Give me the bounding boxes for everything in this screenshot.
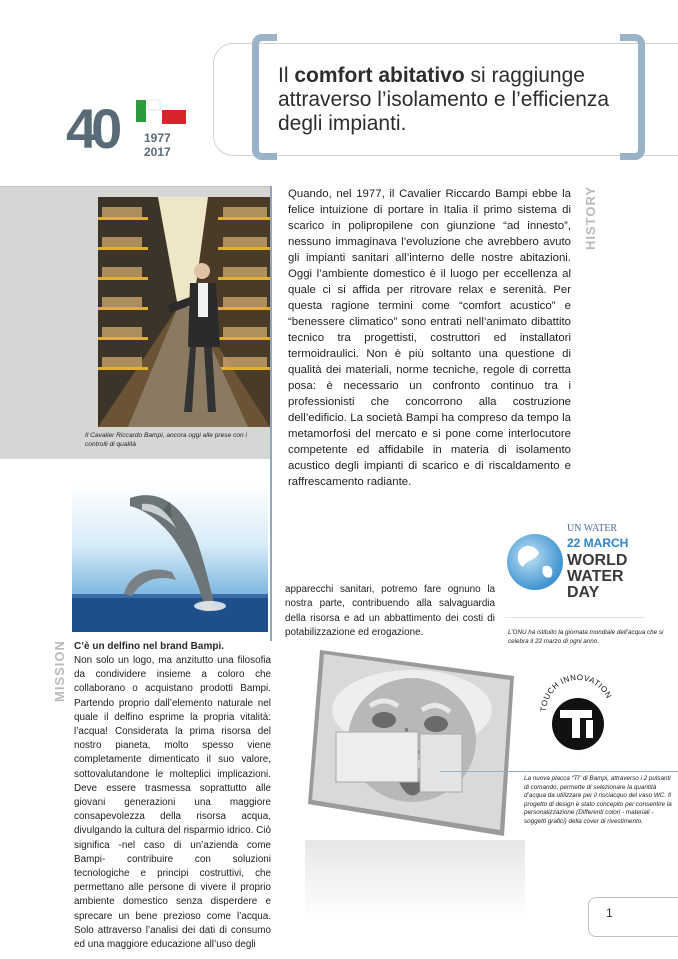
world-water-day-logo xyxy=(505,517,645,607)
touch-innovation-logo xyxy=(536,668,620,756)
mission-title: C’è un delfino nel brand Bampi. xyxy=(74,641,225,652)
mission-label xyxy=(50,632,68,704)
logo-green-mark xyxy=(136,100,146,122)
ti-caption: La nuova placca “Ti” di Bampi, attraverso i 2 pulsanti di comando, permette di selezionare la quantità d’acqua da utilizzare per il risciacquo del vaso WC. Il progetto di design è stato concepito per consentire la personalizzazione (Differenti colori - materiali - soggetti grafici) della cover di rivestimento. xyxy=(524,775,672,825)
headline-post: si raggiunge attraverso l’isolamento e l’efficienza degli impianti. xyxy=(278,64,610,135)
history-label xyxy=(580,186,600,252)
bracket-right-shape xyxy=(620,34,645,160)
page-number: 1 xyxy=(606,906,613,920)
divider-line xyxy=(440,771,678,772)
ti-plate-photo xyxy=(300,640,524,845)
headline-pre: Il xyxy=(278,64,295,87)
divider-line xyxy=(0,186,270,187)
wwd-caption: L’ONU ha istituito la giornata mondiale dell’acqua che si celebra il 22 marzo di ogni anno. xyxy=(508,629,664,645)
mission-continued: apparecchi sanitari, potremo fare ognuno la nostra parte, contribuendo alla salvaguardia della risorsa e ad un abbattimento dei costi di potabilizzazione ed erogazione. xyxy=(285,584,495,639)
vertical-divider xyxy=(270,186,272,641)
photo-caption: Il Cavalier Riccardo Bampi, ancora oggi alle prese con i controlli di qualità xyxy=(85,432,247,448)
logo-until: 2017 xyxy=(144,145,171,159)
wwd-line4: WATER xyxy=(567,568,624,585)
history-label-text: HISTORY xyxy=(583,186,598,250)
logo-number: 40 xyxy=(66,97,117,160)
ti-logo-text: TOUCH INNOVATION xyxy=(538,672,614,713)
page-number-box xyxy=(588,897,678,937)
headline-bold: comfort abitativo xyxy=(294,64,465,87)
logo-since: 1977 xyxy=(144,131,171,145)
history-body: Quando, nel 1977, il Cavalier Riccardo Bampi ebbe la felice intuizione di portare in Italia il primo sistema di scarico in polipropilene con giunzione “ad innesto”, nessuno immaginava l’evoluzione che avrebbero avuto gli impianti sanitari all’interno delle nostre abitazioni. Oggi l’ambiente domestico è il luogo per eccellenza al quale ci si affida per ritrovare relax e serenità. Per questa ragione termini come “comfort acustico” e “benessere climatico” sono entrati nell’animato dibattito tecnico tra progettisti, costruttori ed installatori termoidraulici. Non è più soltanto una questione di qualità dei materiali, norme tecniche, regole di corretta posa: è necessario un confronto continuo tra i professionisti che concorrono alla costruzione dell’edificio. La società Bampi ha compreso da tempo la metamorfosi del mercato e si pone come interlocutore competente ed affidabile in materia di isolamento acustico degli impianti di scarico e di riscaldamento e raffrescamento radiante. xyxy=(288,188,571,488)
wwd-line1: UN WATER xyxy=(567,523,618,534)
mission-body: Non solo un logo, ma anzitutto una filosofia da condividere insieme a coloro che collaborano o acquistano prodotti Bampi. Partendo proprio dall’elemento naturale nel quale il delfino esprime la propria vitalità: l’acqua! Considerata la prima risorsa del nostro pianeta, molto spesso viene completamente dimenticato il suo valore, sottovalutandone le molteplici implicazioni. Deve essere trasmessa soprattutto alle giovani generazioni una maggiore consapevolezza della risorsa acqua, divulgando la cultura del risparmio idrico. Ciò significa -nel caso di un’azienda come Bampi- contribuire con soluzioni tecnologiche e principi costruttivi, che permettano alle persone di vivere il proprio ambiente domestico senza disperdere e sprecare un bene prezioso come l’acqua. Solo attraverso l’analisi dei dati di consumo ed una maggiore educazione all’uso degli xyxy=(74,655,271,951)
divider-line xyxy=(505,617,645,618)
warehouse-photo xyxy=(98,197,270,427)
bracket-left-shape xyxy=(252,34,277,160)
logo-white-mark xyxy=(148,100,160,110)
wwd-line3: WORLD xyxy=(567,552,628,569)
dolphin-photo xyxy=(72,484,268,632)
mission-label-text: MISSION xyxy=(52,640,67,702)
plate-reflection xyxy=(305,840,525,920)
wwd-line5: DAY xyxy=(567,584,600,601)
logo-red-mark xyxy=(162,110,186,124)
anniversary-logo xyxy=(66,96,190,160)
wwd-line2: 22 MARCH xyxy=(567,536,629,550)
ti-mark: Ti xyxy=(578,754,579,755)
headline xyxy=(278,64,623,136)
